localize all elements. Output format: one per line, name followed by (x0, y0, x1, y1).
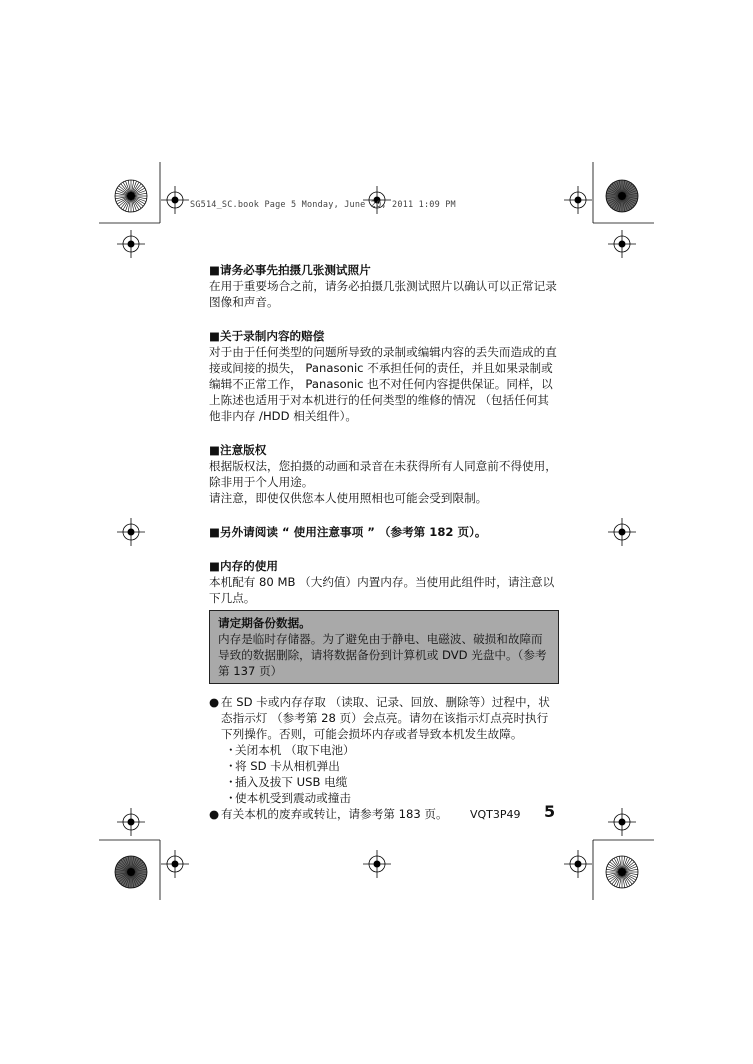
section-heading: ■注意版权 (209, 443, 267, 457)
book-header: SG514_SC.book Page 5 Monday, June 20, 2011 1:09 PM (190, 200, 456, 210)
square-bullet: ■ (209, 263, 220, 277)
square-bullet: ■ (209, 329, 220, 343)
section-heading: ■关于录制内容的赔偿 (209, 329, 325, 343)
square-bullet: ■ (209, 559, 220, 573)
registration-mark-icon (363, 850, 391, 878)
section-body: 根据版权法，您拍摄的动画和录音在未获得所有人同意前不得使用，除非用于个人用途。 (209, 459, 557, 489)
bullet-icon: ● (209, 807, 220, 821)
square-bullet: ■ (209, 525, 220, 539)
registration-mark-icon (117, 518, 145, 546)
model-code: VQT3P49 (470, 808, 521, 821)
color-wheel-icon (115, 856, 147, 888)
registration-mark-icon (608, 808, 636, 836)
registration-mark-icon (608, 230, 636, 258)
section-copyright (209, 442, 559, 506)
section-body: 对于由于任何类型的问题所导致的录制或编辑内容的丢失而造成的直接或间接的损失， Panasonic 不承担任何的责任，并且如果录制或编辑不正常工作， Panasonic 也不对任何内容提供保证。同样，以上陈述也适用于对本机进行的任何类型的维修的情况 （包括任何其他非内存 /HDD 相关组件）。 (209, 345, 557, 423)
section-heading: ■请务必事先拍摄几张测试照片 (209, 263, 371, 277)
caution-list (209, 694, 559, 822)
list-item (209, 694, 559, 806)
registration-mark-icon (161, 186, 189, 214)
section-memory-use (209, 558, 559, 606)
list-item-text: 有关本机的废弃或转让，请参考第 183 页。 (221, 807, 448, 821)
bullet-icon: ● (209, 695, 220, 709)
sub-list-item: ・ 将 SD 卡从相机弹出 (225, 759, 340, 773)
page-content (209, 262, 559, 822)
sub-list (221, 742, 559, 806)
color-wheel-icon (606, 856, 638, 888)
backup-notice-box (209, 610, 559, 684)
notice-title: 请定期备份数据。 (218, 616, 311, 630)
section-body: 在用于重要场合之前，请务必拍摄几张测试照片以确认可以正常记录图像和声音。 (209, 279, 557, 309)
section-test-shots (209, 262, 559, 310)
registration-mark-icon (161, 850, 189, 878)
notice-body: 内存是临时存储器。为了避免由于静电、电磁波、破损和故障而导致的数据删除，请将数据备份到计算机或 DVD 光盘中。（参考第 137 页） (218, 632, 547, 678)
square-bullet: ■ (209, 443, 220, 457)
sub-list-item: ・ 关闭本机 （取下电池） (225, 743, 355, 757)
sub-list-item: ・ 使本机受到震动或撞击 (225, 791, 351, 805)
section-compensation (209, 328, 559, 424)
registration-mark-icon (564, 186, 592, 214)
registration-mark-icon (117, 230, 145, 258)
section-body-2: 请注意，即使仅供您本人使用照相也可能会受到限制。 (209, 491, 488, 505)
section-body: 本机配有 80 MB （大约值）内置内存。当使用此组件时，请注意以下几点。 (209, 575, 555, 605)
registration-mark-icon (117, 808, 145, 836)
list-item-text: 在 SD 卡或内存存取 （读取、记录、回放、删除等）过程中，状态指示灯 （参考第 28 页）会点亮。请勿在该指示灯点亮时执行下列操作。否则，可能会损坏内存或者导致本机发生故障。 (221, 695, 550, 741)
section-heading: ■另外请阅读 “ 使用注意事项 ” （参考第 182 页）。 (209, 525, 487, 539)
color-wheel-icon (115, 180, 147, 212)
page-number: 5 (544, 802, 556, 821)
sub-list-item: ・ 插入及拔下 USB 电缆 (225, 775, 348, 789)
section-heading: ■内存的使用 (209, 559, 278, 573)
registration-mark-icon (608, 518, 636, 546)
registration-mark-icon (564, 850, 592, 878)
section-read-precautions (209, 524, 559, 540)
color-wheel-icon (606, 180, 638, 212)
